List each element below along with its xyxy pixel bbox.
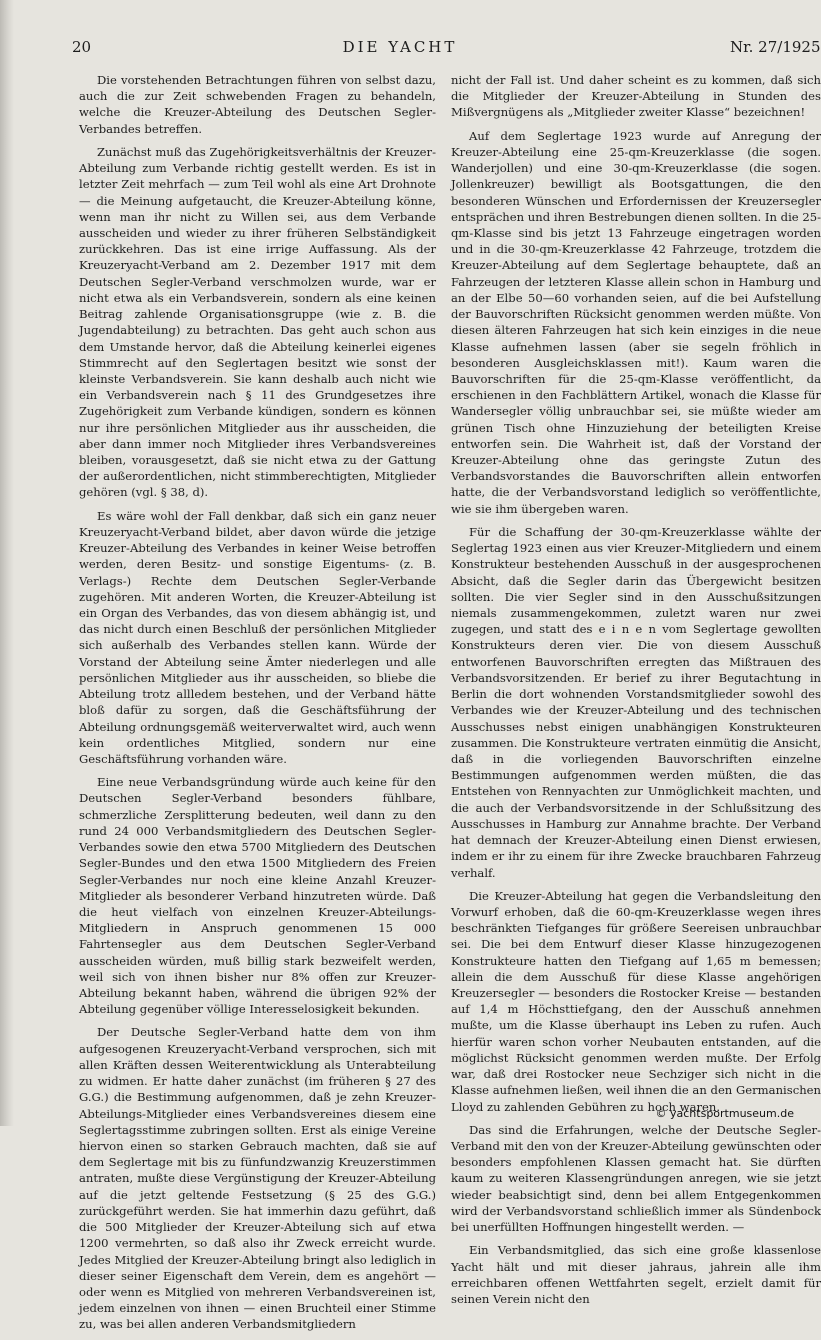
running-title: DIE YACHT [342, 38, 458, 56]
paragraph: Für die Schaffung der 30-qm-Kreuzerklasse wählte der Seglertag 1923 einen aus vier Kreuzer-Mitgliedern und einem Konstrukteur bestehenden Ausschuß in der ausgesprochenen Absicht, daß die Segler darin das Übergewicht besitzen sollten. Die vier Segler sind in den Ausschußsitzungen niemals zusammengekommen, zuletzt waren nur zwei zugegen, und statt des e i n e n vom Seglertage gewollten Konstrukteurs deren vier. Die von diesem Ausschuß entworfenen Bauvorschriften erregten das Mißtrauen des Verbandsvorsitzenden. Er berief zu ihrer Begutachtung in Berlin die dort wohnenden Vorstandsmitglieder sowohl des Verbandes wie der Kreuzer-Abteilung und des technischen Ausschusses nebst einigen unabhängigen Konstrukteuren zusammen. Die Konstrukteure vertraten einmütig die Ansicht, daß in die vorliegenden Bauvorschriften einzelne Bestimmungen aufgenommen werden müßten, die das Entstehen von Rennyachten zur Unmöglichkeit machten, und die auch der Verbandsvorsitzende in der Schlußsitzung des Ausschusses in Hamburg zur Annahme brachte. Der Verband hat demnach der Kreuzer-Abteilung einen Dienst erwiesen, indem er ihr zu einem für ihre Zwecke brauchbaren Fahrzeug verhalf. [451, 524, 821, 880]
page-edge-shadow [0, 0, 14, 1126]
paragraph: Ein Verbandsmitglied, das sich eine große klassenlose Yacht hält und mit dieser jahraus, jahrein alle ihm erreichbaren offenen Wettfahrten segelt, erzielt damit für seinen Verein nicht den [451, 1243, 821, 1306]
page-header [0, 38, 821, 60]
paragraph: Eine neue Verbandsgründung würde auch keine für den Deutschen Segler-Verband besonders fühlbare, schmerzliche Zersplitterung bedeuten, weil dann zu den rund 24 000 Verbandsmitgliedern des Deutschen Segler-Verbandes sowie den etwa 5700 Mitgliedern des Deutschen Segler-Bundes und den etwa 1500 Mitgliedern des Freien Segler-Verbandes nur noch eine kleine Anzahl Kreuzer-Mitglieder als besonderer Verband hinzutreten würde. Daß die heut vielfach von einzelnen Kreuzer-Abteilungs-Mitgliedern in Anspruch genommenen 15 000 Fahrtensegler aus dem Deutschen Segler-Verband ausscheiden würden, muß billig stark bezweifelt werden, weil sich von ihnen bisher nur 8% offen zur Kreuzer-Abteilung bekannt haben, während die übrigen 92% der Abteilung gegenüber völlige Interesselosigkeit bekunden. [79, 775, 436, 1017]
left-column [79, 72, 436, 1340]
paragraph: Zunächst muß das Zugehörigkeitsverhältnis der Kreuzer-Abteilung zum Verbande richtig gestellt werden. Es ist in letzter Zeit mehrfach — zum Teil wohl als eine Art Drohnote — die Meinung aufgetaucht, die Kreuzer-Abteilung könne, wenn man ihr nicht zu Willen sei, aus dem Verbande ausscheiden und wieder zu ihrer früheren Selbständigkeit zurückkehren. Das ist eine irrige Auffassung. Als der Kreuzeryacht-Verband am 2. Dezember 1917 mit dem Deutschen Segler-Verband verschmolzen wurde, war er nicht etwa als ein Verbandsverein, sondern als eine keinen Beitrag zahlende Organisationsgruppe (wie z. B. die Jugendabteilung) zu betrachten. Das geht auch schon aus dem Umstande hervor, daß die Abteilung keinerlei eigenes Stimmrecht auf den Seglertagen besitzt wie sonst der kleinste Verbandsverein. Sie kann deshalb auch nicht wie ein Verbandsverein nach § 11 des Grundgesetzes ihre Zugehörigkeit zum Verbande kündigen, sondern es können nur ihre persönlichen Mitglieder aus ihr ausscheiden, die aber dann immer noch Mitglieder ihres Verbandsvereines bleiben, vorausgesetzt, daß sie nicht etwa zu der Gattung der außerordentlichen, nicht stimmberechtigten, Mitglieder gehören (vgl. § 38, d). [79, 144, 436, 500]
paragraph: nicht der Fall ist. Und daher scheint es zu kommen, daß sich die Mitglieder der Kreuzer-Abteilung in Stunden des Mißvergnügens als „Mitglieder zweiter Klasse“ bezeichnen! [451, 73, 821, 120]
paragraph: Die Kreuzer-Abteilung hat gegen die Verbandsleitung den Vorwurf erhoben, daß die 60-qm-Kreuzerklasse wegen ihres beschränkten Tiefganges für größere Seereisen unbrauchbar sei. Die bei dem Entwurf dieser Klasse hinzugezogenen Konstrukteure hatten den Tiefgang auf 1,65 m bemessen; allein die dem Ausschuß für diese Klasse angehörigen Kreuzersegler — besonders die Rostocker Kreise — bestanden auf 1,4 m Höchsttiefgang, den der Ausschuß annehmen mußte, um die Klasse überhaupt ins Leben zu rufen. Auch hierfür waren schon vorher Neubauten entstanden, auf die möglichst Rücksicht genommen werden mußte. Der Erfolg war, daß drei Rostocker neue Sechziger sich nicht in die Klasse aufnehmen ließen, weil ihnen die an den Germanischen Lloyd zu zahlenden Gebühren zu hoch waren. [451, 888, 821, 1114]
paragraph: Es wäre wohl der Fall denkbar, daß sich ein ganz neuer Kreuzeryacht-Verband bildet, aber davon würde die jetzige Kreuzer-Abteilung des Verbandes in keiner Weise betroffen werden, deren Besitz- und sonstige Eigentums- (z. B. Verlags-) Rechte dem Deutschen Segler-Verbande zugehören. Mit anderen Worten, die Kreuzer-Abteilung ist ein Organ des Verbandes, das von diesem abhängig ist, und das nicht durch einen Beschluß der persönlichen Mitglieder sich außerhalb des Verbandes stellen kann. Würde der Vorstand der Abteilung seine Ämter niederlegen und alle persönlichen Mitglieder aus ihr ausscheiden, so bliebe die Abteilung trotz allledem bestehen, und der Verband hätte bloß dafür zu sorgen, daß die Geschäftsführung der Abteilung ordnungsgemäß weiterverwaltet wird, auch wenn kein ordentliches Mitglied, sondern nur eine Geschäftsführung vorhanden wäre. [79, 508, 436, 766]
right-column [451, 72, 821, 1314]
paragraph: Die vorstehenden Betrachtungen führen von selbst dazu, auch die zur Zeit schwebenden Fragen zu behandeln, welche die Kreuzer-Abteilung des Deutschen Segler-Verbandes betreffen. [79, 73, 436, 136]
paragraph: Das sind die Erfahrungen, welche der Deutsche Segler-Verband mit den von der Kreuzer-Abteilung gewünschten oder besonders empfohlenen Klassen gemacht hat. Sie dürften kaum zu weiteren Klassengründungen anregen, wie sie jetzt wieder beabsichtigt sind, denn bei allem Entgegenkommen wird der Verbandsvorstand schließlich immer als Sündenbock bei unerfüllten Hoffnungen hingestellt werden. — [451, 1122, 821, 1235]
issue-number: Nr. 27/1925 [730, 38, 821, 56]
copyright-watermark: © yachtsportmuseum.de [655, 1107, 794, 1120]
page-number: 20 [72, 38, 92, 56]
paragraph: Der Deutsche Segler-Verband hatte dem von ihm aufgesogenen Kreuzeryacht-Verband versprochen, sich mit allen Kräften dessen Weiterentwicklung als Unterabteilung zu widmen. Er hatte daher zunächst (im früheren § 27 des G.G.) die Bestimmung aufgenommen, daß je zehn Kreuzer-Abteilungs-Mitglieder eines Verbandsvereines diesem eine Seglertagsstimme zubringen sollten. Erst als einige Vereine hiervon einen so starken Gebrauch machten, daß sie auf dem Seglertage mit bis zu fünfundzwanzig Kreuzerstimmen antraten, mußte diese Vergünstigung der Kreuzer-Abteilung auf die jetzt geltende Festsetzung (§ 25 des G.G.) zurückgeführt werden. Sie hat immerhin dazu geführt, daß die 500 Mitglieder der Kreuzer-Abteilung sich auf etwa 1200 vermehrten, so daß also ihr Zweck erreicht wurde. Jedes Mitglied der Kreuzer-Abteilung bringt also lediglich in dieser seiner Eigenschaft dem Verein, dem es angehört — oder wenn es Mitglied von mehreren Verbandsvereinen ist, jedem einzelnen von ihnen — einen Bruchteil einer Stimme zu, was bei allen anderen Verbandsmitgliedern [79, 1025, 436, 1332]
paragraph: Auf dem Seglertage 1923 wurde auf Anregung der Kreuzer-Abteilung eine 25-qm-Kreuzerklasse (die sogen. Wanderjollen) und eine 30-qm-Kreuzerklasse (die sogen. Jollenkreuzer) bewilligt als Bootsgattungen, die den besonderen Wünschen und Erfordernissen der Kreuzersegler entsprächen und ihren Bestrebungen dienen sollten. In die 25-qm-Klasse sind bis jetzt 13 Fahrzeuge eingetragen worden und in die 30-qm-Kreuzerklasse 42 Fahrzeuge, trotzdem die Kreuzer-Abteilung auf dem Seglertage behauptete, daß an Fahrzeugen der letzteren Klasse allein schon in Hamburg und an der Elbe 50—60 vorhanden seien, auf die bei Aufstellung der Bauvorschriften Rücksicht genommen werden müßte. Von diesen älteren Fahrzeugen hat sich kein einziges in die neue Klasse aufnehmen lassen (aber sie segeln fröhlich in besonderen Ausgleichsklassen mit!). Kaum waren die Bauvorschriften für die 25-qm-Klasse veröffentlicht, da erschienen in den Fachblättern Artikel, wonach die Klasse für Wandersegler völlig unbrauchbar sei, sie müßte wieder am grünen Tisch ohne Hinzuziehung der beteiligten Kreise entworfen sein. Die Wahrheit ist, daß der Vorstand der Kreuzer-Abteilung ohne das geringste Zutun des Verbandsvorstandes die Bauvorschriften allein entworfen hatte, die der Verbandsvorstand lediglich so veröffentlichte, wie sie ihm übergeben waren. [451, 128, 821, 516]
